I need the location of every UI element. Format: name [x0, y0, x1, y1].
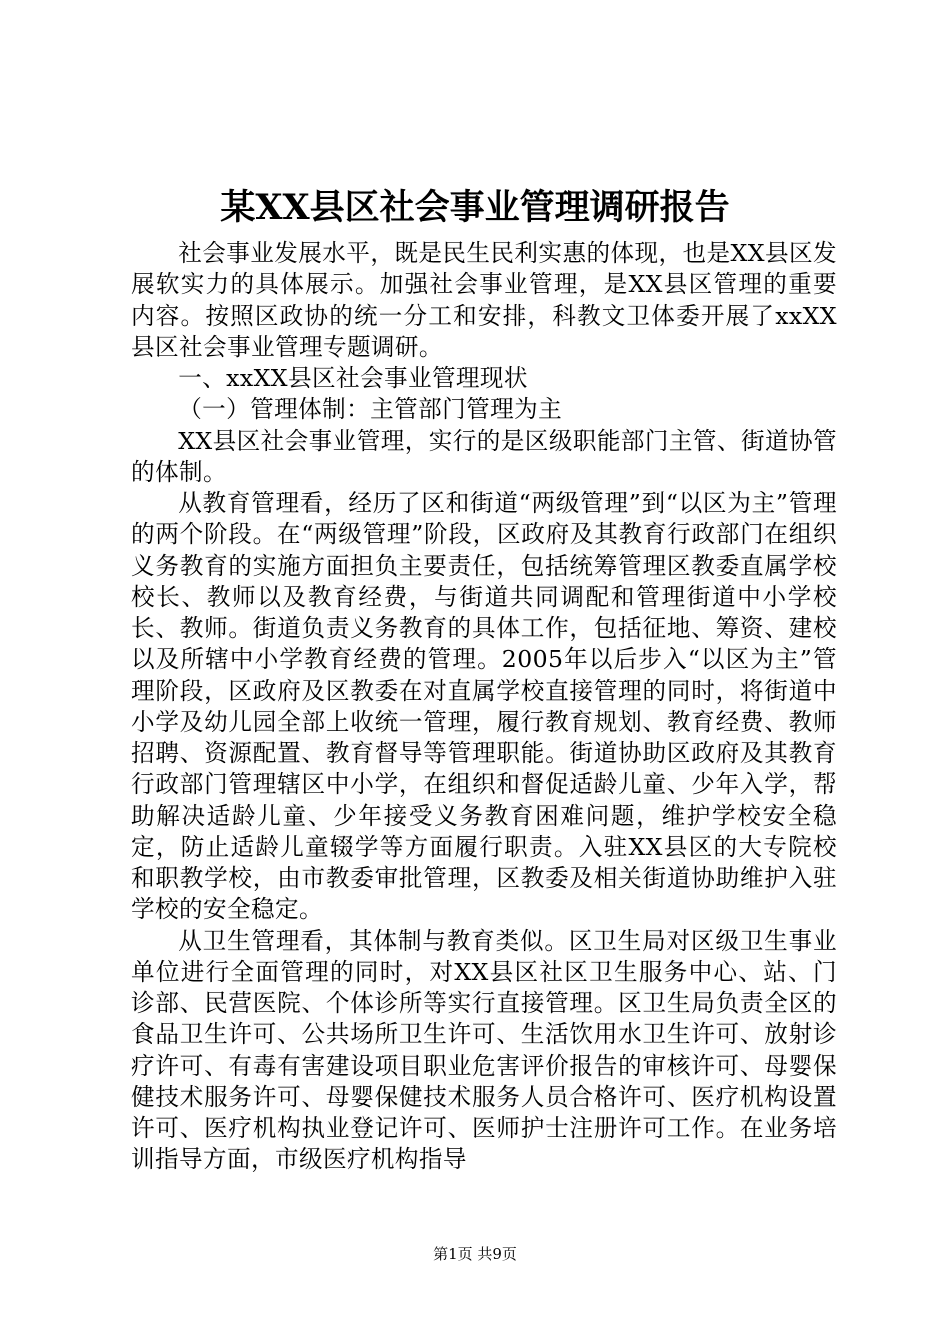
page-footer: 第1页 共9页 [433, 1245, 517, 1263]
document-title: 某XX县区社会事业管理调研报告 [220, 187, 730, 228]
subsection-heading-1: （一）管理体制：主管部门管理为主 [178, 395, 563, 424]
paragraph-management-system: XX县区社会事业管理，实行的是区级职能部门主管、街道协管的体制。 [131, 426, 837, 486]
paragraph-health: 从卫生管理看，其体制与教育类似。区卫生局对区级卫生事业单位进行全面管理的同时，对XX县区社区卫生服务中心、站、门诊部、民营医院、个体诊所等实行直接管理。区卫生局负责全区的食品卫生许可、公共场所卫生许可、生活饮用水卫生许可、放射诊疗许可、有毒有害建设项目职业危害评价报告的审核许可、母婴保健技术服务许可、母婴保健技术服务人员合格许可、医疗机构设置许可、医疗机构执业登记许可、医师护士注册许可工作。在业务培训指导方面，市级医疗机构指导 [131, 926, 837, 1174]
paragraph-intro: 社会事业发展水平，既是民生民利实惠的体现，也是XX县区发展软实力的具体展示。加强社会事业管理，是XX县区管理的重要内容。按照区政协的统一分工和安排，科教文卫体委开展了xxXX县区社会事业管理专题调研。 [131, 239, 837, 361]
paragraph-education: 从教育管理看，经历了区和街道“两级管理”到“以区为主”管理的两个阶段。在“两级管理”阶段，区政府及其教育行政部门在组织义务教育的实施方面担负主要责任，包括统筹管理区教委直属学校校长、教师以及教育经费，与街道共同调配和管理街道中小学校长、教师。街道负责义务教育的具体工作，包括征地、筹资、建校以及所辖中小学教育经费的管理。2005年以后步入“以区为主”管理阶段，区政府及区教委在对直属学校直接管理的同时，将街道中小学及幼儿园全部上收统一管理，履行教育规划、教育经费、教师招聘、资源配置、教育督导等管理职能。街道协助区政府及其教育行政部门管理辖区中小学，在组织和督促适龄儿童、少年入学，帮助解决适龄儿童、少年接受义务教育困难问题，维护学校安全稳定，防止适龄儿童辍学等方面履行职责。入驻XX县区的大专院校和职教学校，由市教委审批管理，区教委及相关街道协助维护入驻学校的安全稳定。 [131, 489, 837, 924]
section-heading-1: 一、xxXX县区社会事业管理现状 [178, 364, 528, 392]
document-body [131, 238, 837, 1176]
